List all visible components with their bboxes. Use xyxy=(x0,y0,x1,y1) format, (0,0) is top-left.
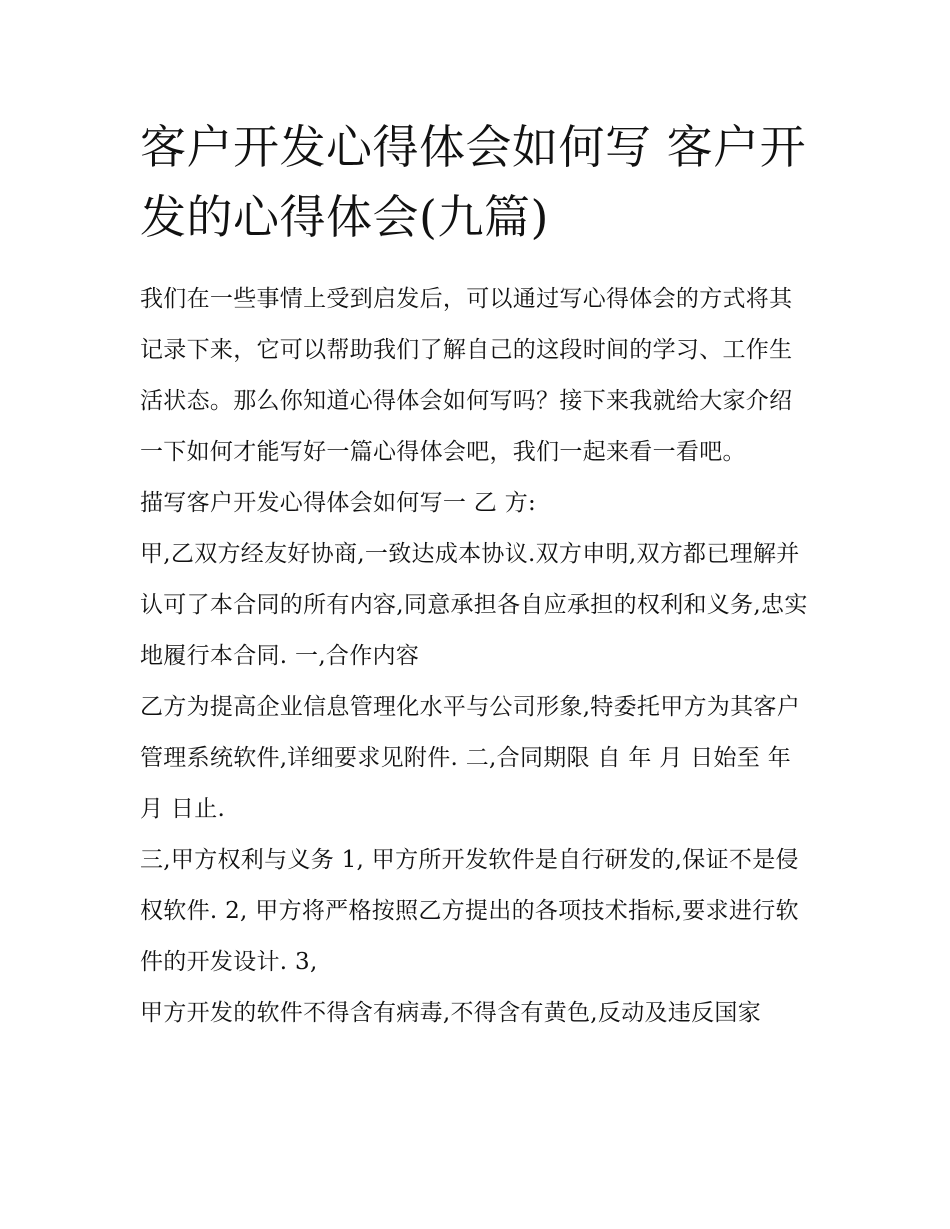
document-page xyxy=(140,112,812,1039)
section-heading-paragraph: 描写客户开发心得体会如何写一 乙 方: xyxy=(140,490,537,516)
document-title: 客户开发心得体会如何写 客户开发的心得体会(九篇) xyxy=(140,120,807,244)
contract-term-paragraph: 乙方为提高企业信息管理化水平与公司形象,特委托甲方为其客户管理系统软件,详细要求见附件. 二,合同期限 自 年 月 日始至 年 月 日止. xyxy=(140,694,801,822)
intro-paragraph: 我们在一些事情上受到启发后，可以通过写心得体会的方式将其记录下来，它可以帮助我们了解自己的这段时间的学习、工作生活状态。那么你知道心得体会如何写吗？接下来我就给大家介绍一下如何才能写好一篇心得体会吧，我们一起来看一看吧。 xyxy=(140,286,793,465)
software-requirements-paragraph: 甲方开发的软件不得含有病毒,不得含有黄色,反动及违反国家 xyxy=(140,1000,762,1026)
agreement-paragraph: 甲,乙双方经友好协商,一致达成本协议.双方申明,双方都已理解并认可了本合同的所有内容,同意承担各自应承担的权利和义务,忠实地履行本合同. 一,合作内容 xyxy=(140,541,808,669)
rights-obligations-paragraph: 三,甲方权利与义务 1, 甲方所开发软件是自行研发的,保证不是侵权软件. 2, 甲方将严格按照乙方提出的各项技术指标,要求进行软件的开发设计. 3, xyxy=(140,847,799,975)
